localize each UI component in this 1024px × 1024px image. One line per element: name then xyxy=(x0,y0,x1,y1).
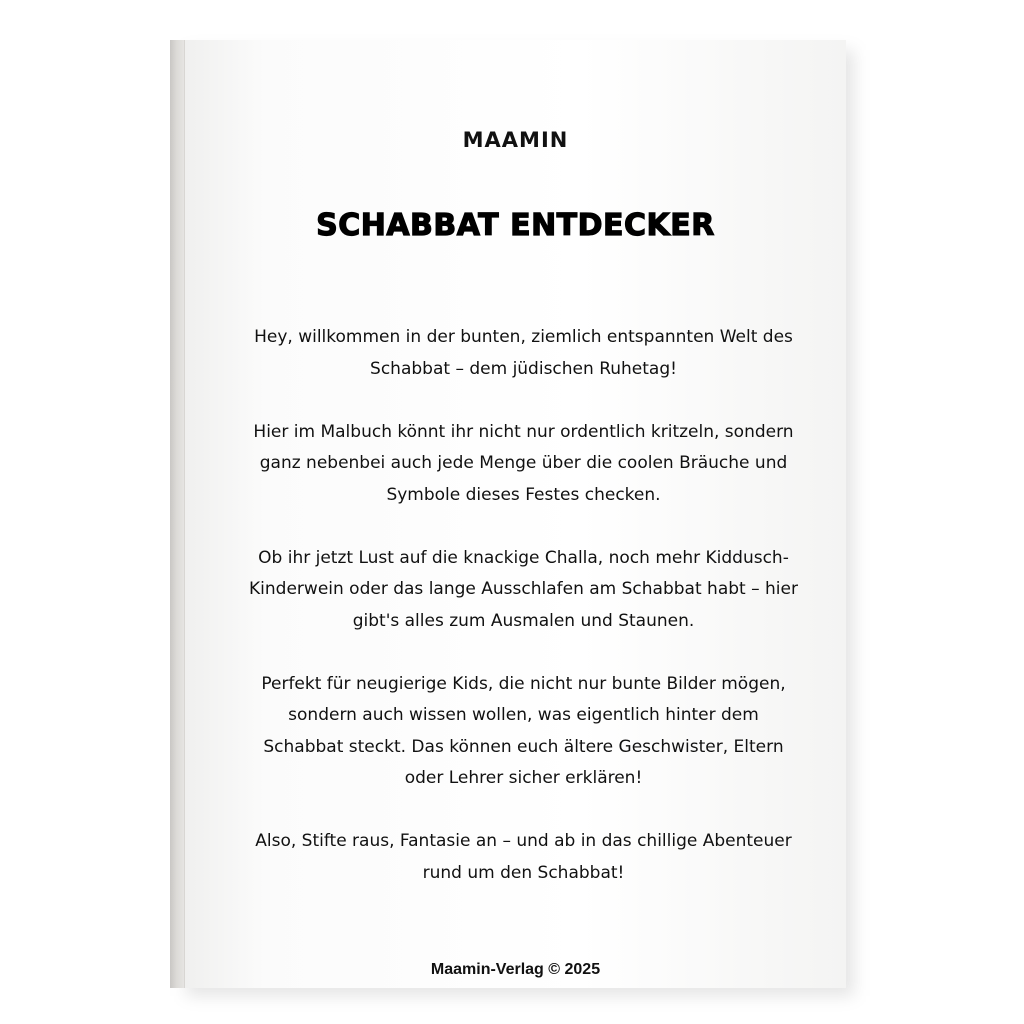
booklet xyxy=(170,40,846,988)
paragraph-welcome: Hey, willkommen in der bunten, ziemlich entspannten Welt des Schabbat – dem jüdischen Ruhetag! xyxy=(254,327,793,379)
paragraph-kids: Perfekt für neugierige Kids, die nicht nur bunte Bilder mögen, sondern auch wissen wollen, was eigentlich hinter dem Schabbat steckt. Das können euch ältere Geschwister, Eltern oder Lehrer sicher erklären! xyxy=(261,673,786,788)
paragraph-adventure: Also, Stifte raus, Fantasie an – und ab in das chillige Abenteuer rund um den Schabbat! xyxy=(255,831,792,883)
publisher-footer: Maamin-Verlag © 2025 xyxy=(430,961,601,978)
paragraph-challa: Ob ihr jetzt Lust auf die knackige Challa, noch mehr Kiddusch-Kinderwein oder das lange Ausschlafen am Schabbat habt – hier gibt's alles zum Ausmalen und Staunen. xyxy=(249,547,798,631)
booklet-page xyxy=(184,40,846,988)
brand-name: MAAMIN xyxy=(462,128,569,152)
page-title: SCHABBAT ENTDECKER xyxy=(316,208,715,243)
paragraph-coloring-book: Hier im Malbuch könnt ihr nicht nur ordentlich kritzeln, sondern ganz nebenbei auch jede Menge über die coolen Bräuche und Symbole dieses Festes checken. xyxy=(253,421,794,505)
intro-text xyxy=(247,322,800,889)
